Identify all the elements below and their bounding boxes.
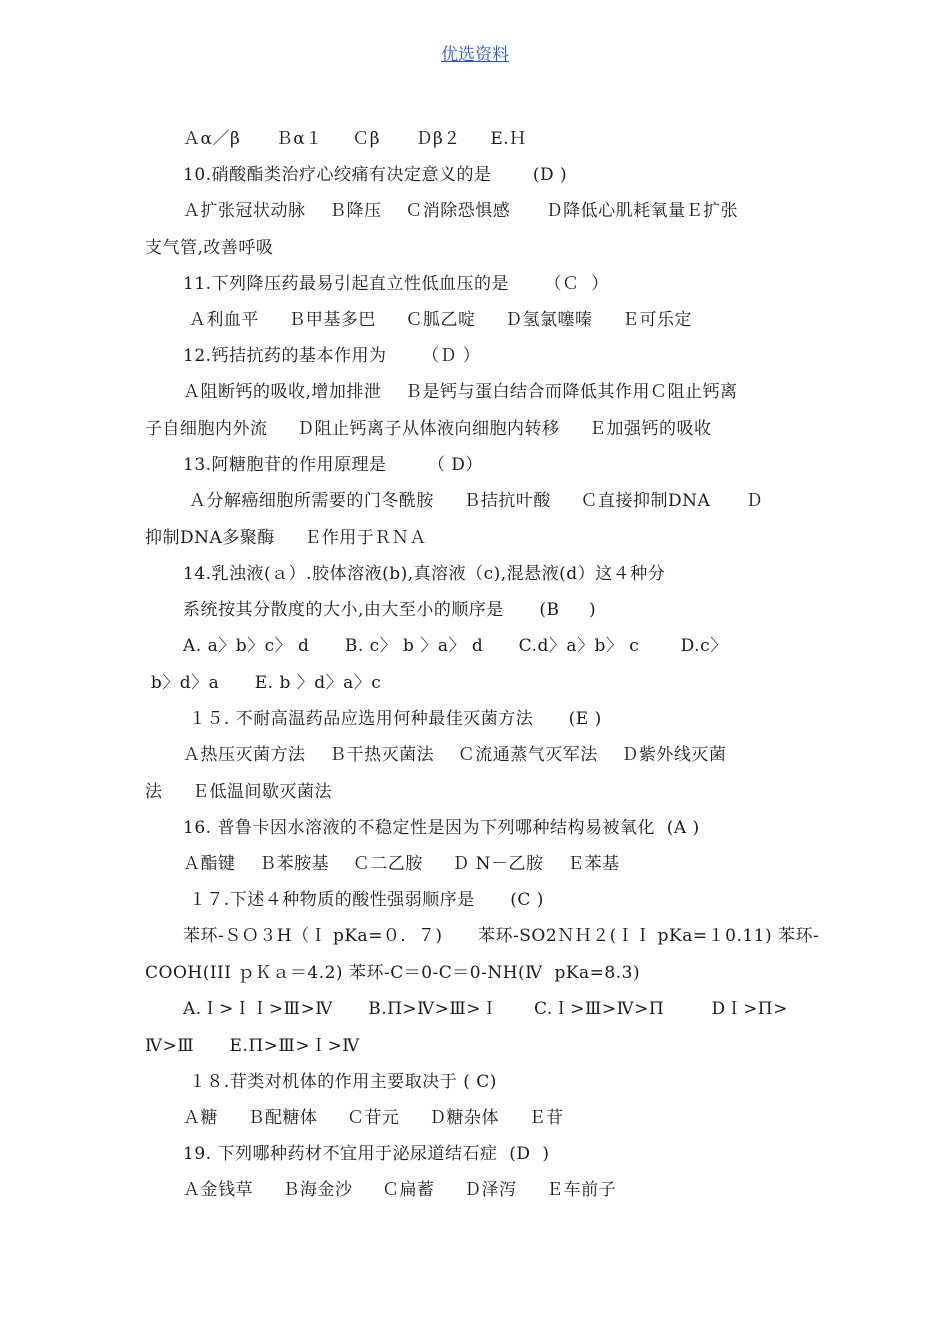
q15-stem: １５. 不耐高温药品应选用何种最佳灭菌方法 (E ) — [183, 709, 602, 729]
q10-options: Ａ扩张冠状动脉 Ｂ降压 Ｃ消除恐惧感 Ｄ降低心肌耗氧量Ｅ扩张 — [183, 201, 739, 221]
q14-stem-cont: 系统按其分散度的大小,由大至小的顺序是 (B ) — [183, 600, 597, 620]
q11-options: Ａ利血平 Ｂ甲基多巴 Ｃ胍乙啶 Ｄ氢氯噻嗪 Ｅ可乐定 — [183, 310, 692, 330]
q19-options: Ａ金钱草 Ｂ海金沙 Ｃ扁蓄 Ｄ泽泻 Ｅ车前子 — [183, 1180, 617, 1200]
q17-data-cont: COOH(III ｐＫａ＝4.2) 苯环-C＝0-C＝0-NH(Ⅳ pKa=8.3) — [145, 963, 641, 983]
q17-stem: １７.下述４种物质的酸性强弱顺序是 (C ) — [183, 890, 544, 910]
q10-options-cont: 支气管,改善呼吸 — [145, 238, 274, 258]
q18-stem: １８.苷类对机体的作用主要取决于 ( C) — [183, 1072, 497, 1092]
q9-options: Ａα／β Ｂα１ Ｃβ Ｄβ２ E.Ｈ — [183, 129, 527, 149]
q18-options: Ａ糖 Ｂ配糖体 Ｃ苷元 Ｄ糖杂体 Ｅ苷 — [183, 1108, 564, 1128]
q14-options-cont: b〉d〉a E. b 〉d〉a〉c — [145, 673, 382, 693]
q15-options-cont: 法 Ｅ低温间歇灭菌法 — [145, 782, 333, 802]
q10-stem: 10.硝酸酯类治疗心绞痛有决定意义的是 (D ) — [183, 165, 568, 185]
q19-stem: 19. 下列哪种药材不宜用于泌尿道结石症 (D ) — [183, 1144, 550, 1164]
q17-options: A.Ｉ>ＩＩ>Ⅲ>Ⅳ B.Π>Ⅳ>Ⅲ>Ｉ C.Ｉ>Ⅲ>Ⅳ>Π DＩ>Π> — [183, 999, 788, 1019]
q11-stem: 11.下列降压药最易引起直立性低血压的是 （Ｃ ） — [183, 274, 609, 294]
q14-options: A. a〉b〉c〉 d B. c〉 b 〉a〉 d C.d〉a〉b〉 c D.c〉 — [183, 636, 728, 656]
q13-stem: 13.阿糖胞苷的作用原理是 （ D） — [183, 455, 483, 475]
q13-options: Ａ分解癌细胞所需要的门冬酰胺 Ｂ拮抗叶酸 Ｃ直接抑制DNA Ｄ — [183, 491, 764, 511]
q12-options-cont: 子自细胞内外流 Ｄ阻止钙离子从体液向细胞内转移 Ｅ加强钙的吸收 — [145, 419, 712, 439]
q12-stem: 12.钙拮抗药的基本作用为 （Ｄ ） — [183, 346, 481, 366]
q13-options-cont: 抑制DNA多聚酶 Ｅ作用于ＲＮＡ — [145, 528, 427, 548]
q14-stem: 14.乳浊液(ａ）.胶体溶液(b),真溶液（c),混悬液(d）这４种分 — [183, 564, 666, 584]
q15-options: Ａ热压灭菌方法 Ｂ干热灭菌法 Ｃ流通蒸气灭军法 Ｄ紫外线灭菌 — [183, 745, 727, 765]
q12-options: Ａ阻断钙的吸收,增加排泄 Ｂ是钙与蛋白结合而降低其作用Ｃ阻止钙离 — [183, 382, 738, 402]
page-header-title: 优选资料 — [441, 45, 509, 65]
q17-data: 苯环-ＳＯ３H（Ｉ pKa=０．７) 苯环-SO2ＮＨ２(ＩＩ pKa=１0.11) 苯环- — [183, 926, 820, 946]
q16-stem: 16. 普鲁卡因水溶液的不稳定性是因为下列哪种结构易被氧化 (A ) — [183, 818, 700, 838]
q16-options: Ａ酯键 Ｂ苯胺基 Ｃ二乙胺 Ｄ N－乙胺 Ｅ苯基 — [183, 854, 620, 874]
q17-options-cont: Ⅳ>Ⅲ E.Π>Ⅲ>Ｉ>Ⅳ — [145, 1036, 360, 1056]
